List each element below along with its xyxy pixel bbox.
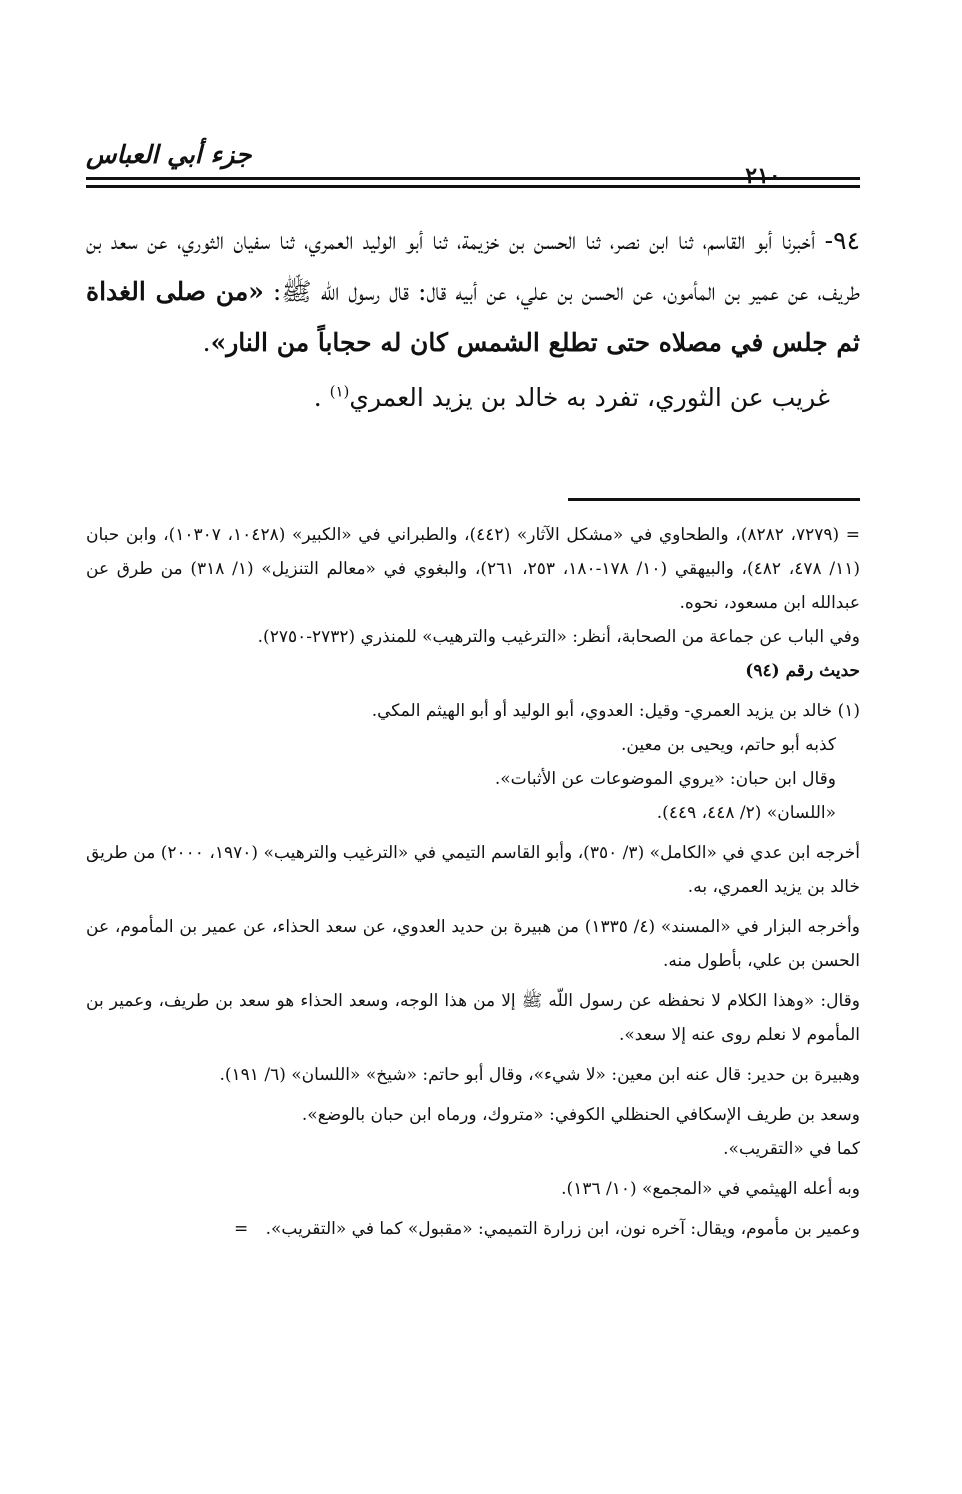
footnote-1-line-d: «اللسان» (٢/ ٤٤٨، ٤٤٩). <box>656 803 836 823</box>
hadith-period: . <box>202 328 211 357</box>
running-header-title: جزء أبي العباس <box>86 140 252 169</box>
footnote-separator <box>568 498 860 501</box>
footnote-paragraph-1: أخرجه ابن عدي في «الكامل» (٣/ ٣٥٠)، وأبو القاسم التيمي في «الترغيب والترهيب» (١٩٧٠، ٢٠٠٠) من طريق خالد بن يزيد العمري، به. <box>86 843 861 897</box>
hadith-number-heading: حديث رقم (٩٤) <box>745 661 860 681</box>
footnote-1-line-c: وقال ابن حبان: «يروي الموضوعات عن الأثبات». <box>494 769 836 789</box>
footnote-1-line-a: (١) خالد بن يزيد العمري- وقيل: العدوي، أبو الوليد أو أبو الهيثم المكي. <box>371 701 860 721</box>
isnad-text: ٩٤- أخبرنا أبو القاسم، ثنا ابن نصر، ثنا الحسن بن خزيمة، ثنا أبو الوليد العمري، ثنا سفيان الثوري، عن سعد بن طريف، عن عمير بن المأمون، عن الحسن بن علي، عن أبيه قال: قال رسول اللّه ﷺ: <box>86 226 860 306</box>
page-number: ٢١٠ <box>745 163 781 189</box>
hadith-matn: «من صلى الغداة ثم جلس في مصلاه حتى تطلع الشمس كان له حجاباً من النار» <box>86 277 860 357</box>
footnote-paragraph-8-text: وعمير بن مأموم، ويقال: آخره نون، ابن زرارة التميمي: «مقبول» كما في «التقريب». <box>265 1219 860 1239</box>
grading-period: . <box>313 383 322 412</box>
hadith-grading <box>86 372 860 423</box>
footnotes <box>86 518 860 1246</box>
footnote-paragraph-2: وأخرجه البزار في «المسند» (٤/ ١٣٣٥) من هبيرة بن حديد العدوي، عن سعد الحذاء، عن عمير بن المأموم، عن الحسن بن علي، بأطول منه. <box>86 917 860 971</box>
footnote-marker: (١) <box>329 382 350 401</box>
footnote-paragraph-6: كما في «التقريب». <box>723 1139 860 1159</box>
footnote-paragraph-5: وسعد بن طريف الإسكافي الحنظلي الكوفي: «متروك، ورماه ابن حبان بالوضع». <box>301 1105 860 1125</box>
footnote-paragraph-3: وقال: «وهذا الكلام لا نحفظه عن رسول اللّه ﷺ إلا من هذا الوجه، وسعد الحذاء هو سعد بن طريف، وعمير بن المأموم لا نعلم روى عنه إلا سعد». <box>86 991 860 1045</box>
footnote-paragraph-4: وهبيرة بن حدير: قال عنه ابن معين: «لا شيء»، وقال أبو حاتم: «شيخ» «اللسان» (٦/ ١٩١). <box>219 1065 860 1085</box>
footnote-continuation-2: وفي الباب عن جماعة من الصحابة، أنظر: «الترغيب والترهيب» للمنذري (٢٧٣٢-٢٧٥٠). <box>257 627 860 647</box>
footnote-paragraph-7: وبه أعله الهيثمي في «المجمع» (١٠/ ١٣٦). <box>561 1179 860 1199</box>
hadith-body <box>86 215 860 423</box>
footnote-continuation: = (٧٢٧٩، ٨٢٨٢)، والطحاوي في «مشكل الآثار» (٤٤٢)، والطبراني في «الكبير» (١٠٤٢٨، ١٠٣٠٧)، وابن حبان (١١/ ٤٧٨، ٤٨٢)، والبيهقي (١٠/ ١٧٨-١٨٠، ٢٥٣، ٢٦١)، والبغوي في «معالم التنزيل» (١/ ٣١٨) من طرق عن عبدالله ابن مسعود، نحوه. <box>86 525 861 613</box>
continuation-mark: = <box>233 1219 249 1239</box>
grading-text: غريب عن الثوري، تفرد به خالد بن يزيد العمري <box>349 383 830 412</box>
hadith-paragraph <box>86 215 860 368</box>
footnote-paragraph-8 <box>86 1212 860 1246</box>
footnote-1-line-b: كذبه أبو حاتم، ويحيى بن معين. <box>620 735 836 755</box>
